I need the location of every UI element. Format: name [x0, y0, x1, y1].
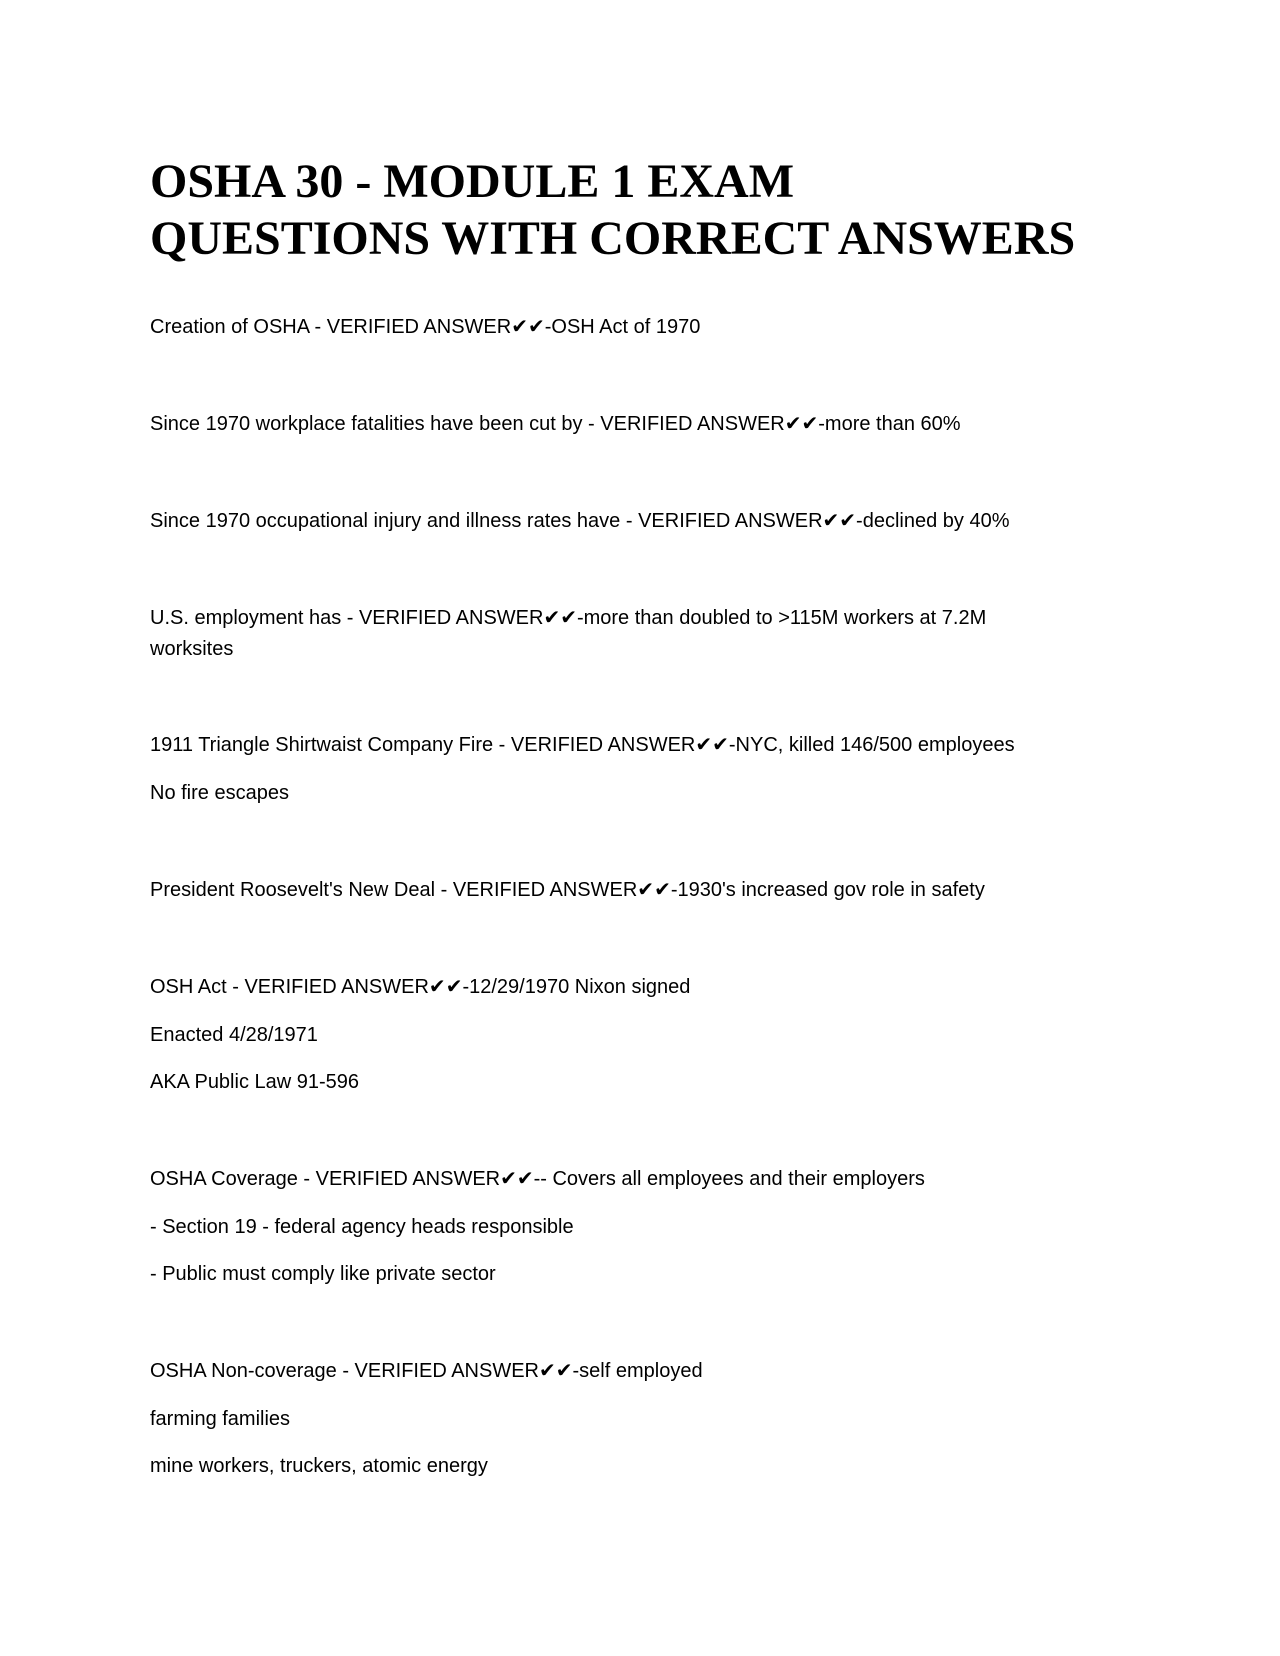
- qa-workplace-fatalities: Since 1970 workplace fatalities have been cut by - VERIFIED ANSWER✔✔-more than 60%: [150, 413, 961, 435]
- qa-creation-of-osha: Creation of OSHA - VERIFIED ANSWER✔✔-OSH Act of 1970: [150, 316, 701, 338]
- qa-osha-non-coverage: OSHA Non-coverage - VERIFIED ANSWER✔✔-self employed: [150, 1360, 703, 1382]
- qa-injury-illness-rates: Since 1970 occupational injury and illness rates have - VERIFIED ANSWER✔✔-declined by 40%: [150, 510, 1010, 532]
- qa-osh-act: OSH Act - VERIFIED ANSWER✔✔-12/29/1970 Nixon signed: [150, 976, 691, 998]
- title-line-1: OSHA 30 - MODULE 1 EXAM: [150, 155, 795, 208]
- qa-osha-coverage-public: - Public must comply like private sector: [150, 1263, 496, 1285]
- qa-osha-non-coverage-farming: farming families: [150, 1408, 291, 1430]
- title-line-2: QUESTIONS WITH CORRECT ANSWERS: [150, 212, 1076, 265]
- qa-triangle-shirtwaist-fire: 1911 Triangle Shirtwaist Company Fire - VERIFIED ANSWER✔✔-NYC, killed 146/500 employees: [150, 734, 1015, 756]
- qa-triangle-shirtwaist-fire-note: No fire escapes: [150, 782, 289, 804]
- qa-new-deal: President Roosevelt's New Deal - VERIFIED ANSWER✔✔-1930's increased gov role in safety: [150, 879, 985, 901]
- document-title: [150, 153, 1170, 267]
- qa-osha-non-coverage-others: mine workers, truckers, atomic energy: [150, 1455, 488, 1477]
- qa-osh-act-aka: AKA Public Law 91-596: [150, 1071, 360, 1093]
- qa-osh-act-enacted: Enacted 4/28/1971: [150, 1024, 318, 1046]
- qa-us-employment: U.S. employment has - VERIFIED ANSWER✔✔-more than doubled to >115M workers at 7.2M: [150, 607, 987, 629]
- qa-osha-coverage-section-19: - Section 19 - federal agency heads responsible: [150, 1216, 574, 1238]
- qa-osha-coverage: OSHA Coverage - VERIFIED ANSWER✔✔-- Covers all employees and their employers: [150, 1168, 925, 1190]
- qa-us-employment-cont: worksites: [150, 638, 234, 660]
